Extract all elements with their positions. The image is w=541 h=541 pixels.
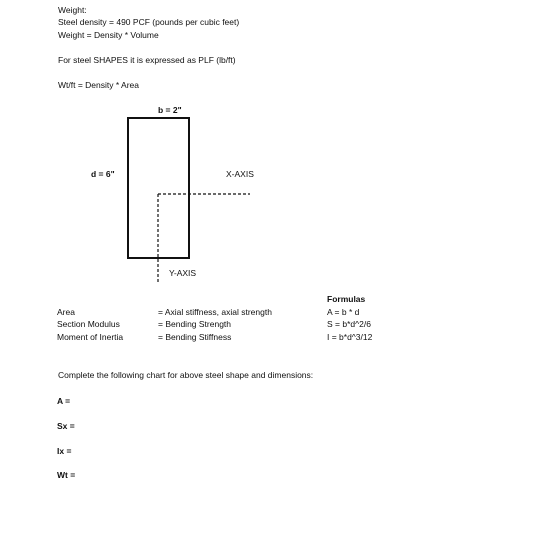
answer-wt-label: Wt =	[57, 470, 76, 480]
d-dimension-label: d = 6"	[91, 169, 115, 179]
answer-ix-label: Ix =	[57, 446, 72, 456]
formulas-heading: Formulas	[327, 294, 366, 304]
answer-sx-label: Sx =	[57, 421, 75, 431]
wt-ft-formula: Wt/ft = Density * Area	[58, 80, 140, 90]
answer-area-label: A =	[57, 396, 71, 406]
weight-heading: Weight:	[58, 5, 87, 15]
x-axis-label: X-AXIS	[226, 169, 254, 179]
property-meaning: = Bending Stiffness	[158, 332, 232, 342]
weight-formula: Weight = Density * Volume	[58, 30, 159, 40]
property-term: Moment of Inertia	[57, 332, 124, 342]
density-line: Steel density = 490 PCF (pounds per cubic feet)	[58, 17, 240, 27]
property-term: Area	[57, 307, 75, 317]
property-term: Section Modulus	[57, 319, 120, 329]
instruction-text: Complete the following chart for above steel shape and dimensions:	[58, 370, 314, 380]
shapes-note: For steel SHAPES it is expressed as PLF (lb/ft)	[58, 55, 236, 65]
y-axis-label: Y-AXIS	[169, 268, 197, 278]
formula-item: S = b*d^2/6	[327, 319, 371, 329]
formula-item: A = b * d	[327, 307, 360, 317]
formula-item: I = b*d^3/12	[327, 332, 373, 342]
property-meaning: = Bending Strength	[158, 319, 232, 329]
property-meaning: = Axial stiffness, axial strength	[158, 307, 272, 317]
b-dimension-label: b = 2"	[158, 105, 182, 115]
